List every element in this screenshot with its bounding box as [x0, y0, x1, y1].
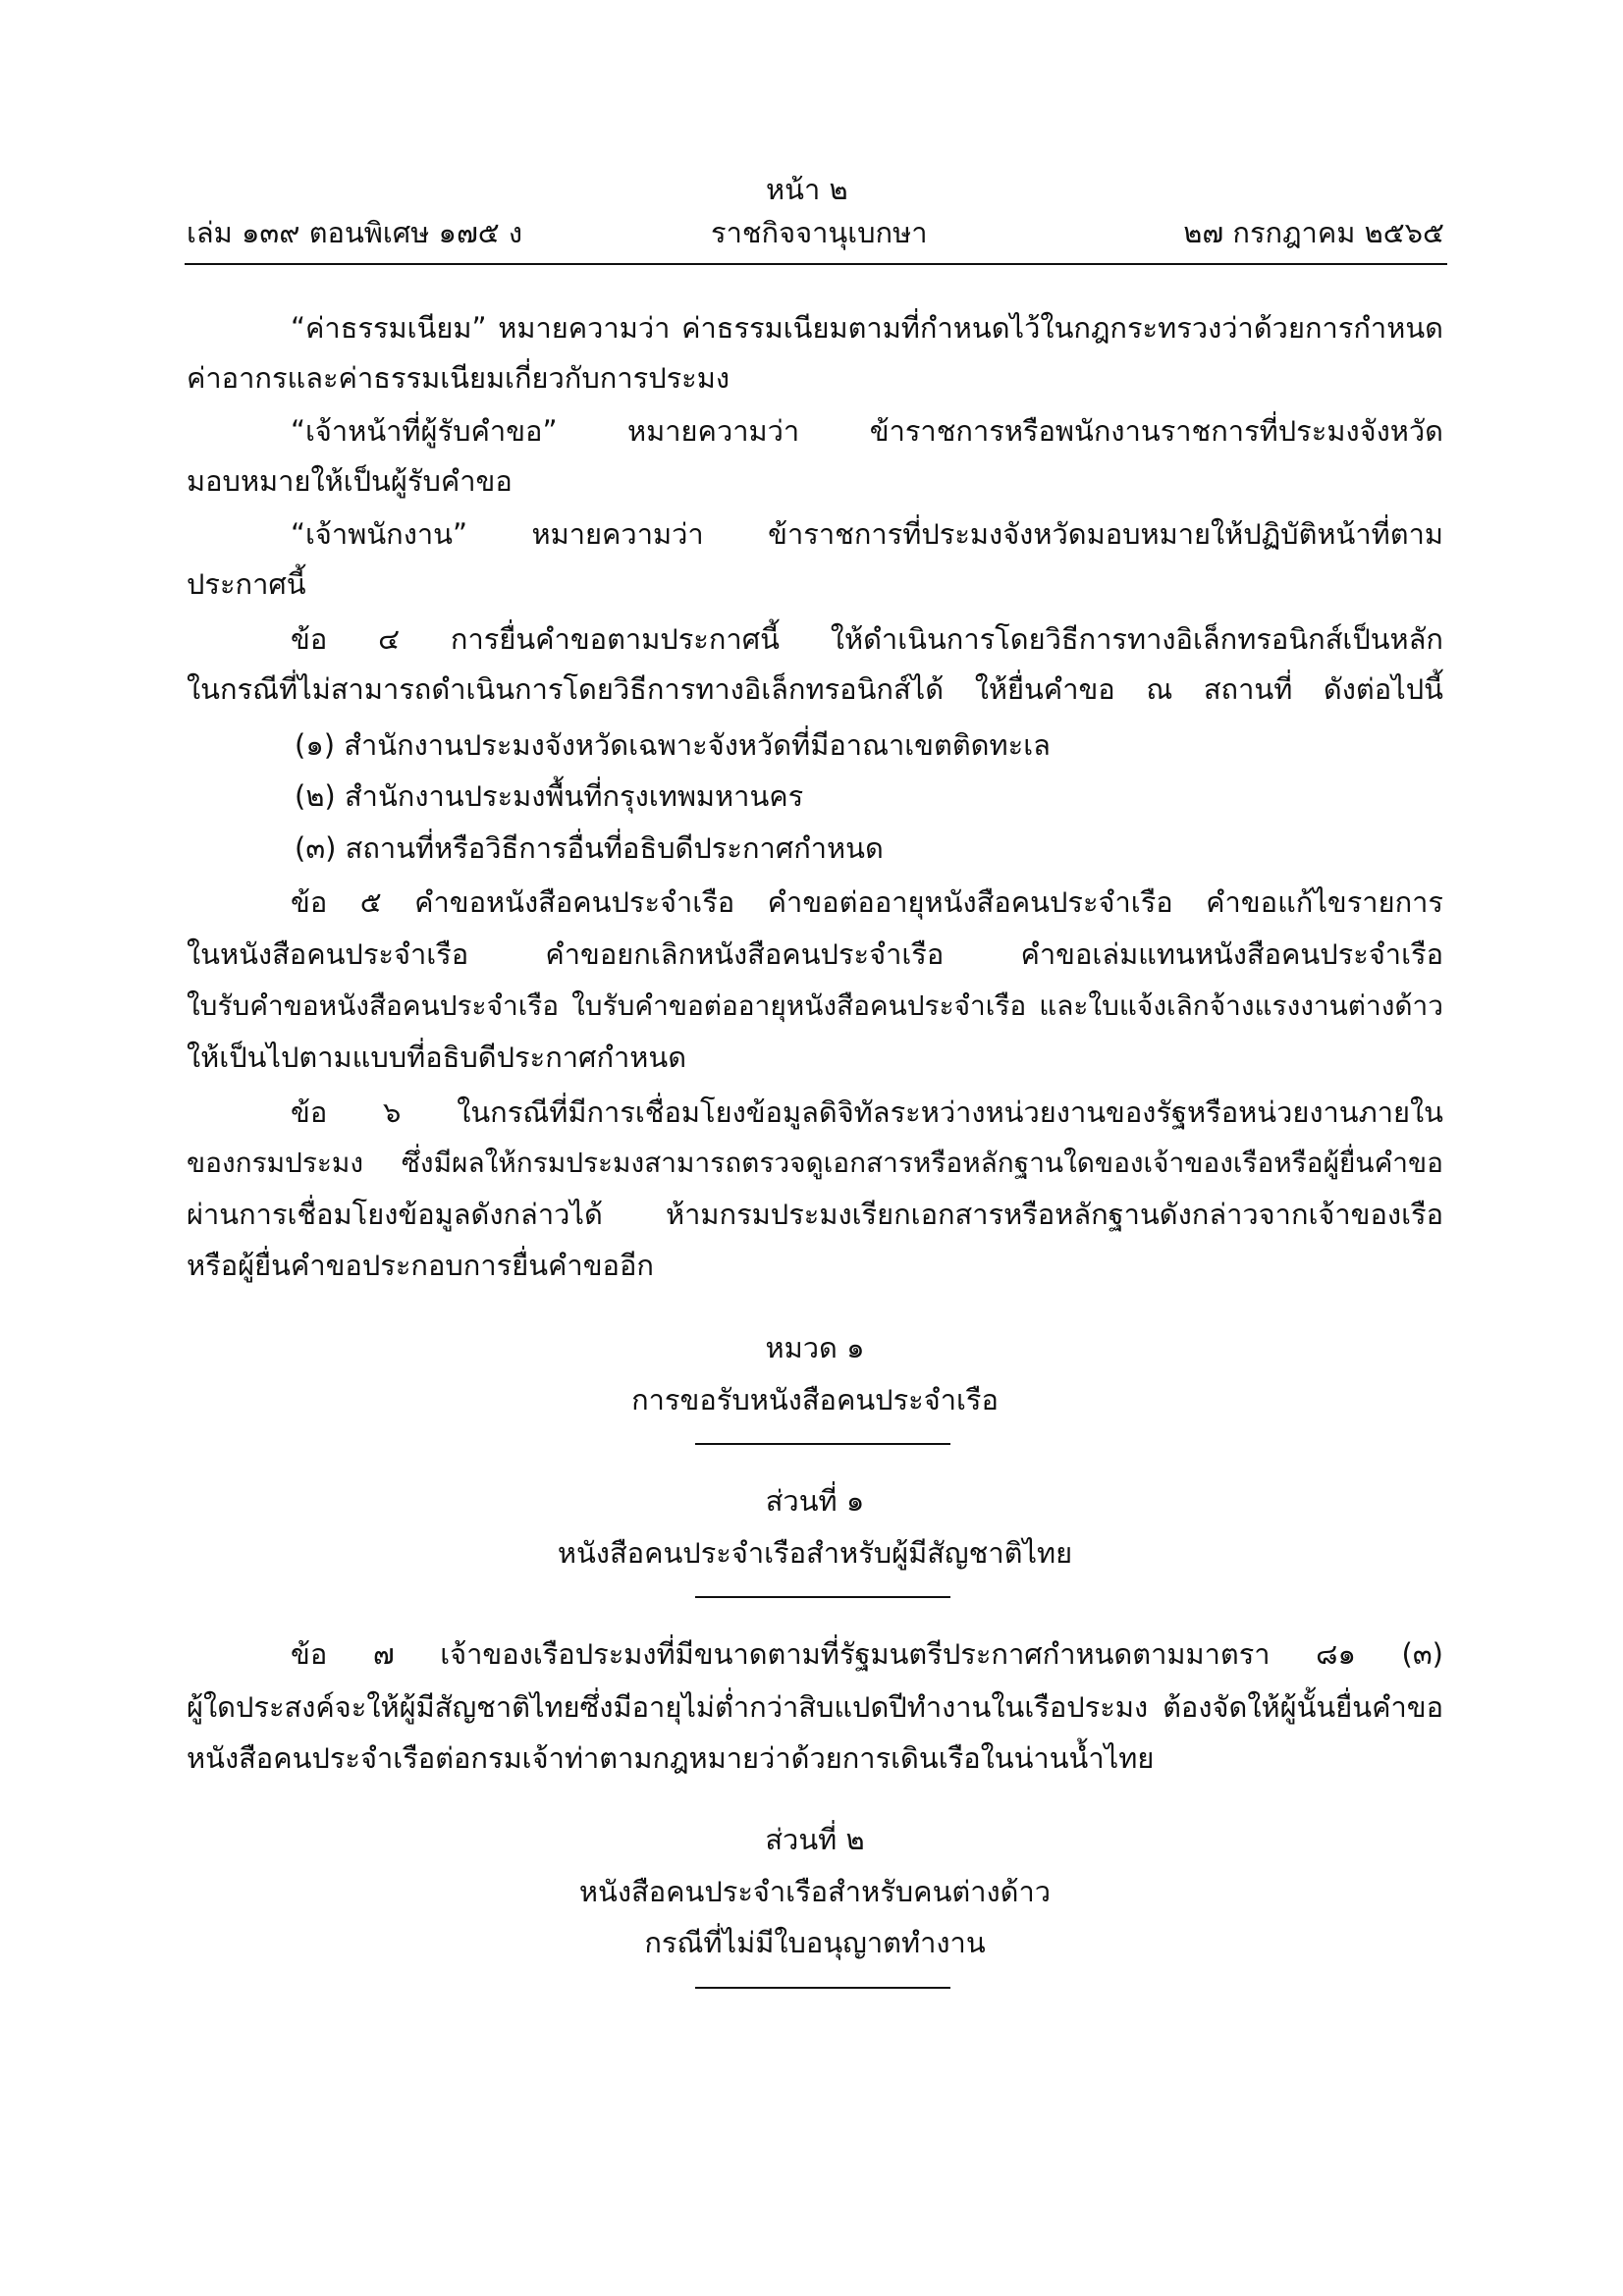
section-rule: [695, 1987, 950, 1989]
section-rule: [695, 1443, 950, 1445]
publication-name: ราชกิจจานุเบกษา: [711, 216, 928, 249]
part-title: หนังสือคนประจำเรือสำหรับผู้มีสัญชาติไทย: [557, 1536, 1073, 1570]
volume-info: เล่ม ๑๓๙ ตอนพิเศษ ๑๗๕ ง: [187, 216, 523, 249]
paragraph-line: ในหนังสือคนประจำเรือ คำขอยกเลิกหนังสือคนประจำเรือ คำขอเล่มแทนหนังสือคนประจำเรือ: [187, 937, 1443, 971]
header-rule: [185, 263, 1447, 265]
paragraph-line: ใบรับคำขอหนังสือคนประจำเรือ ใบรับคำขอต่ออายุหนังสือคนประจำเรือ และใบแจ้งเลิกจ้างแรงงานต่างด้าว: [187, 989, 1443, 1022]
list-item: (๑) สำนักงานประมงจังหวัดเฉพาะจังหวัดที่มีอาณาเขตติดทะเล: [295, 728, 1051, 762]
paragraph-line: “เจ้าหน้าที่ผู้รับคำขอ” หมายความว่า ข้าราชการหรือพนักงานราชการที่ประมงจังหวัด: [291, 414, 1443, 448]
paragraph-line: ค่าอากรและค่าธรรมเนียมเกี่ยวกับการประมง: [187, 361, 730, 395]
chapter-label: หมวด ๑: [765, 1331, 865, 1364]
paragraph-line: ประกาศนี้: [187, 567, 306, 601]
paragraph-line: ข้อ ๕ คำขอหนังสือคนประจำเรือ คำขอต่ออายุหนังสือคนประจำเรือ คำขอแก้ไขรายการ: [291, 885, 1443, 919]
paragraph-line: ของกรมประมง ซึ่งมีผลให้กรมประมงสามารถตรวจดูเอกสารหรือหลักฐานใดของเจ้าของเรือหรือผู้ยื่นคำขอ: [187, 1147, 1443, 1179]
paragraph-line: ข้อ ๖ ในกรณีที่มีการเชื่อมโยงข้อมูลดิจิทัลระหว่างหน่วยงานของรัฐหรือหน่วยงานภายใน: [291, 1095, 1443, 1129]
paragraph-line: หรือผู้ยื่นคำขอประกอบการยื่นคำขออีก: [187, 1249, 654, 1282]
part-title: หนังสือคนประจำเรือสำหรับคนต่างด้าว: [578, 1875, 1052, 1908]
section-rule: [695, 1596, 950, 1598]
list-item: (๓) สถานที่หรือวิธีการอื่นที่อธิบดีประกาศกำหนด: [295, 831, 884, 865]
paragraph-line: ข้อ ๔ การยื่นคำขอตามประกาศนี้ ให้ดำเนินการโดยวิธีการทางอิเล็กทรอนิกส์เป็นหลัก: [291, 622, 1443, 656]
paragraph-line: ผู้ใดประสงค์จะให้ผู้มีสัญชาติไทยซึ่งมีอายุไม่ต่ำกว่าสิบแปดปีทำงานในเรือประมง ต้องจัดให้ผู้นั้นยื่นคำขอ: [187, 1690, 1443, 1724]
part-title: กรณีที่ไม่มีใบอนุญาตทำงาน: [644, 1926, 986, 1959]
paragraph-line: ผ่านการเชื่อมโยงข้อมูลดังกล่าวได้ ห้ามกรมประมงเรียกเอกสารหรือหลักฐานดังกล่าวจากเจ้าของเรือ: [187, 1198, 1443, 1231]
paragraph-line: ในกรณีที่ไม่สามารถดำเนินการโดยวิธีการทางอิเล็กทรอนิกส์ได้ ให้ยื่นคำขอ ณ สถานที่ ดังต่อไปนี้: [187, 672, 1443, 706]
publication-date: ๒๗ กรกฎาคม ๒๕๖๕: [1183, 216, 1444, 249]
chapter-title: การขอรับหนังสือคนประจำเรือ: [631, 1383, 999, 1416]
paragraph-line: ข้อ ๗ เจ้าของเรือประมงที่มีขนาดตามที่รัฐมนตรีประกาศกำหนดตามมาตรา ๘๑ (๓): [291, 1637, 1443, 1671]
part-label: ส่วนที่ ๒: [765, 1823, 865, 1856]
part-label: ส่วนที่ ๑: [765, 1484, 865, 1518]
list-item: (๒) สำนักงานประมงพื้นที่กรุงเทพมหานคร: [295, 779, 804, 813]
paragraph-line: “เจ้าพนักงาน” หมายความว่า ข้าราชการที่ประมงจังหวัดมอบหมายให้ปฏิบัติหน้าที่ตาม: [291, 517, 1443, 551]
page-number: หน้า ๒: [766, 173, 848, 206]
paragraph-line: มอบหมายให้เป็นผู้รับคำขอ: [187, 464, 513, 498]
paragraph-line: หนังสือคนประจำเรือต่อกรมเจ้าท่าตามกฎหมายว่าด้วยการเดินเรือในน่านน้ำไทย: [187, 1741, 1155, 1775]
paragraph-line: ให้เป็นไปตามแบบที่อธิบดีประกาศกำหนด: [187, 1041, 687, 1074]
paragraph-line: “ค่าธรรมเนียม” หมายความว่า ค่าธรรมเนียมตามที่กำหนดไว้ในกฎกระทรวงว่าด้วยการกำหนด: [291, 311, 1443, 345]
